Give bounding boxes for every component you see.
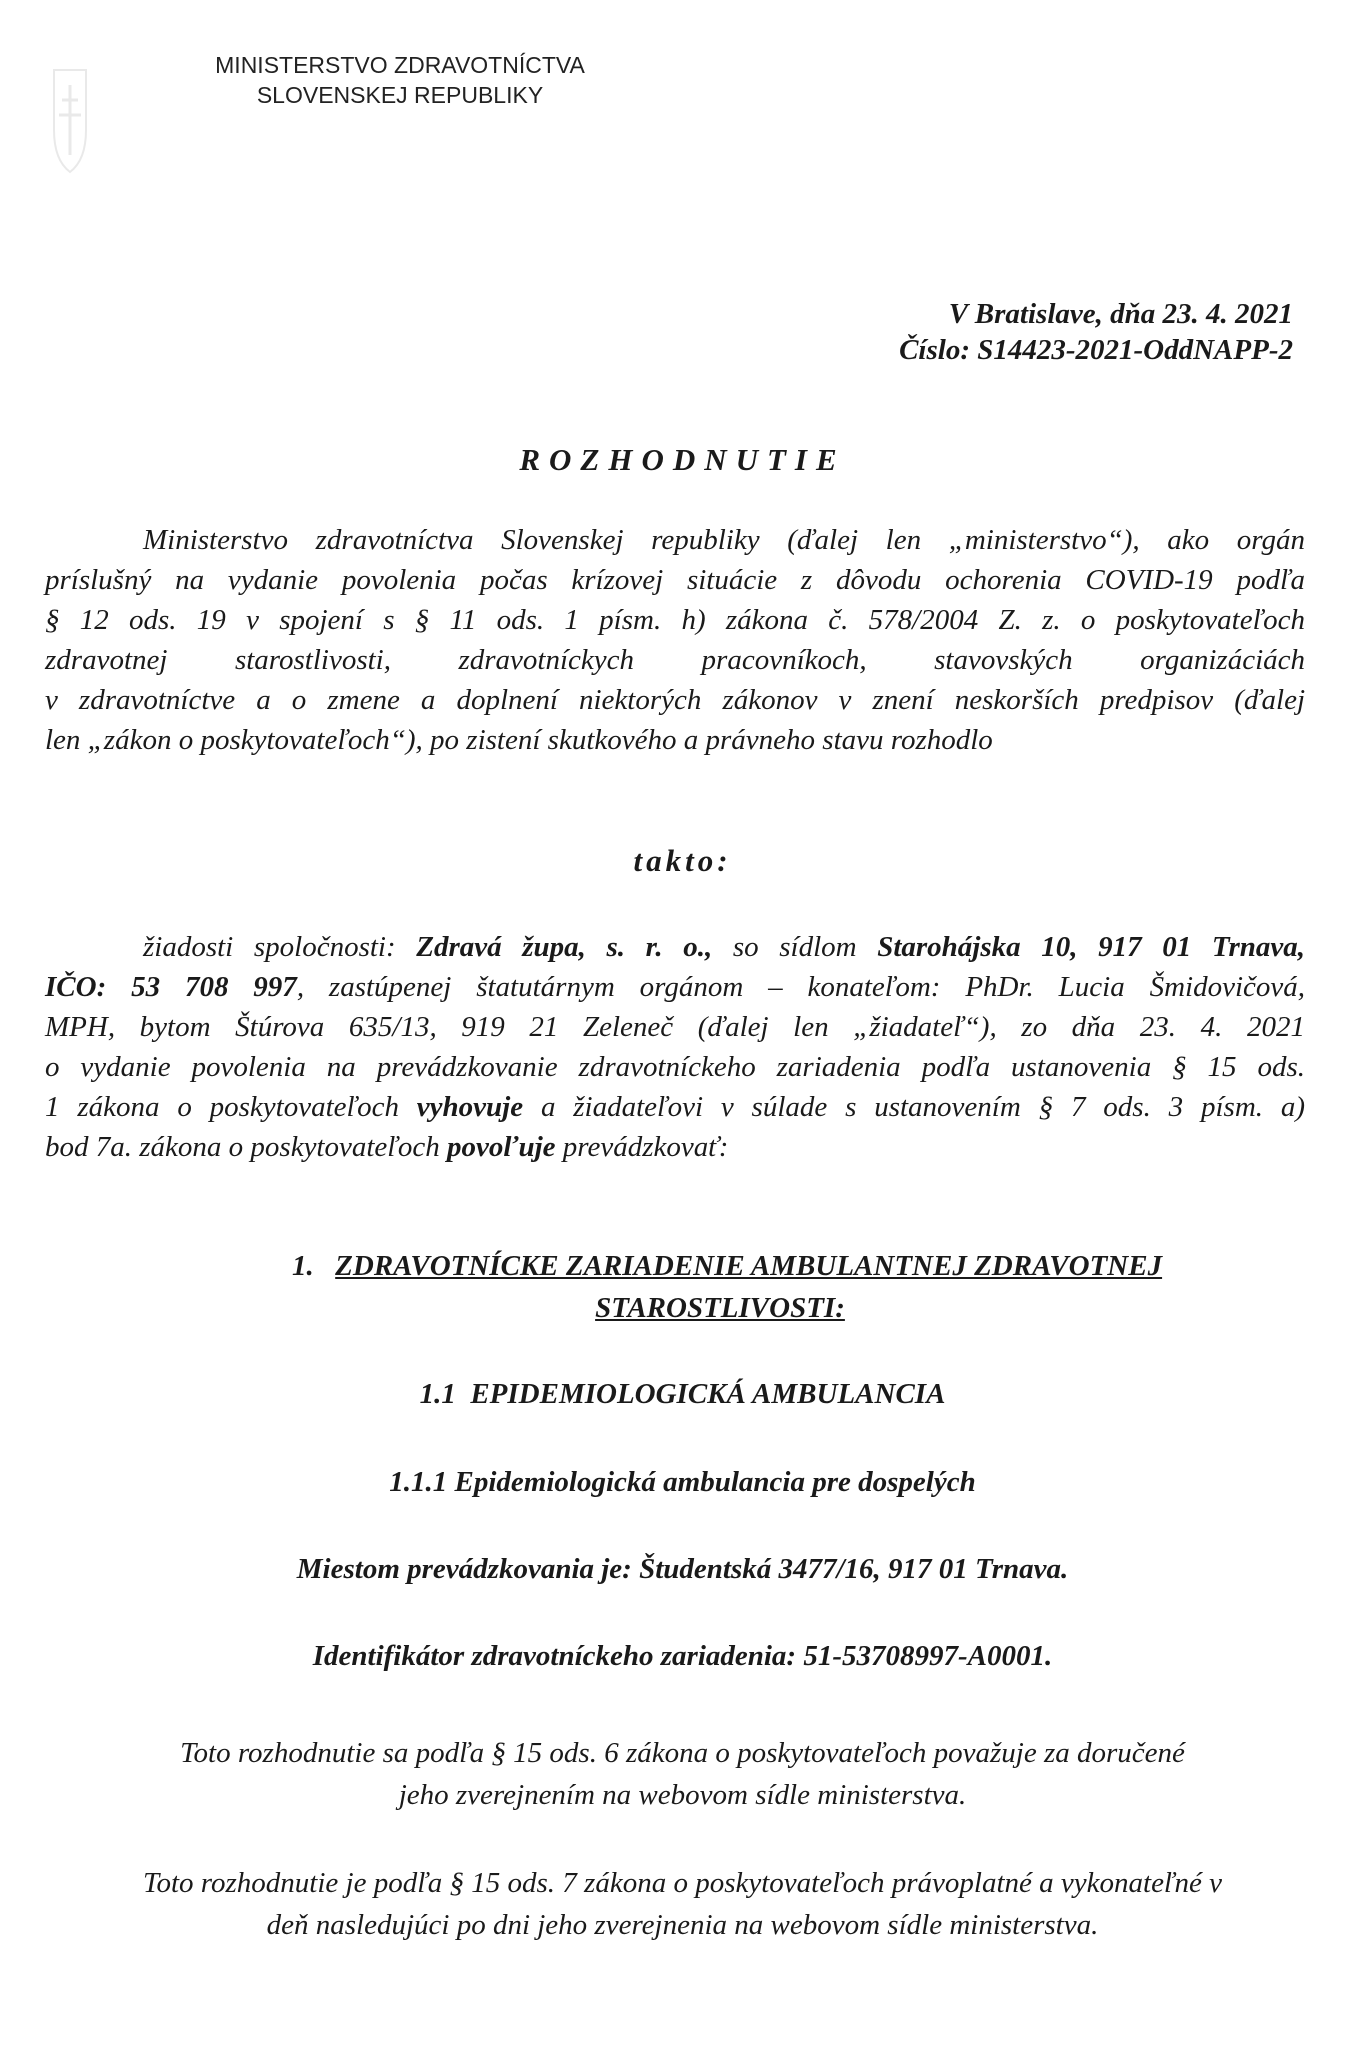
request-text: a žiadateľovi v súlade s ustanovením § 7 ods. 3 písm. a) xyxy=(523,1091,1306,1123)
request-text: , zastúpenej štatutárnym orgánom – konateľom: PhDr. Lucia Šmidovičová, xyxy=(296,971,1305,1003)
subsection-heading: 1.1 EPIDEMIOLOGICKÁ AMBULANCIA xyxy=(419,1378,946,1410)
operation-place: Miestom prevádzkovania je: Študentská 3477/16, 917 01 Trnava. xyxy=(296,1553,1069,1585)
facility-identifier: Identifikátor zdravotníckeho zariadenia: 51-53708997-A0001. xyxy=(312,1640,1053,1672)
section-number: 1. xyxy=(292,1250,314,1282)
decision-grants: vyhovuje xyxy=(416,1091,524,1123)
intro-line: len „zákon o poskytovateľoch“), po zistení skutkového a právneho stavu rozhodlo xyxy=(45,724,993,756)
document-title: ROZHODNUTIE xyxy=(519,442,846,477)
ministry-name-line2: SLOVENSKEJ REPUBLIKY xyxy=(256,82,544,108)
intro-line: príslušný na vydanie povolenia počas krízovej situácie z dôvodu ochorenia COVID-19 podľa xyxy=(45,564,1305,596)
intro-line: Ministerstvo zdravotníctva Slovenskej republiky (ďalej len „ministerstvo“), ako orgán xyxy=(143,524,1305,556)
request-text: so sídlom xyxy=(712,931,878,963)
request-text: bod 7a. zákona o poskytovateľoch xyxy=(45,1131,447,1163)
section-title-line2: STAROSTLIVOSTI: xyxy=(595,1292,845,1324)
note-line: Toto rozhodnutie sa podľa § 15 ods. 6 zákona o poskytovateľoch považuje za doručené xyxy=(180,1737,1185,1769)
request-line: o vydanie povolenia na prevádzkovanie zdravotníckeho zariadenia podľa ustanovenia § 15 ods. xyxy=(45,1051,1305,1083)
date-number-block xyxy=(773,296,1293,368)
request-line xyxy=(45,967,1305,1007)
applicant-name: Zdravá župa, s. r. o., xyxy=(416,931,713,963)
ministry-header xyxy=(170,50,630,110)
request-text: žiadosti spoločnosti: xyxy=(143,931,417,963)
request-line xyxy=(45,927,1305,967)
request-text: prevádzkovať: xyxy=(555,1131,729,1163)
request-paragraph xyxy=(45,927,1305,1167)
state-emblem-icon xyxy=(50,60,90,180)
validity-note xyxy=(0,1862,1365,1946)
takto-heading: takto: xyxy=(633,843,732,878)
intro-line: v zdravotníctve a o zmene a doplnení niektorých zákonov v znení neskorších predpisov (ďalej xyxy=(45,684,1305,716)
request-line xyxy=(45,1087,1305,1127)
section-1-heading xyxy=(180,1245,1260,1329)
request-text: 1 zákona o poskytovateľoch xyxy=(45,1091,417,1123)
applicant-address: Starohájska 10, 917 01 Trnava, xyxy=(877,931,1306,963)
delivery-note xyxy=(0,1732,1365,1816)
note-line: deň nasledujúci po dni jeho zverejnenia na webovom sídle ministerstva. xyxy=(266,1909,1099,1941)
date-line: V Bratislave, dňa 23. 4. 2021 xyxy=(948,298,1293,330)
intro-line: zdravotnej starostlivosti, zdravotníckych pracovníkoch, stavovských organizáciách xyxy=(45,644,1305,676)
decision-permits: povoľuje xyxy=(446,1131,556,1163)
note-line: jeho zverejnením na webovom sídle ministerstva. xyxy=(398,1779,967,1811)
intro-line: § 12 ods. 19 v spojení s § 11 ods. 1 písm. h) zákona č. 578/2004 Z. z. o poskytovateľoch xyxy=(45,604,1305,636)
intro-paragraph xyxy=(45,520,1305,760)
subsubsection-heading: 1.1.1 Epidemiologická ambulancia pre dospelých xyxy=(389,1466,976,1498)
document-number: Číslo: S14423-2021-OddNAPP-2 xyxy=(899,334,1293,366)
ministry-name-line1: MINISTERSTVO ZDRAVOTNÍCTVA xyxy=(215,52,585,78)
note-line: Toto rozhodnutie je podľa § 15 ods. 7 zákona o poskytovateľoch právoplatné a vykonateľné v xyxy=(143,1867,1222,1899)
section-title-line1: ZDRAVOTNÍCKE ZARIADENIE AMBULANTNEJ ZDRAVOTNEJ xyxy=(335,1250,1163,1282)
request-line: MPH, bytom Štúrova 635/13, 919 21 Zeleneč (ďalej len „žiadateľ“), zo dňa 23. 4. 2021 xyxy=(45,1011,1305,1043)
request-line xyxy=(45,1127,1305,1167)
applicant-ico: IČO: 53 708 997 xyxy=(45,971,297,1003)
